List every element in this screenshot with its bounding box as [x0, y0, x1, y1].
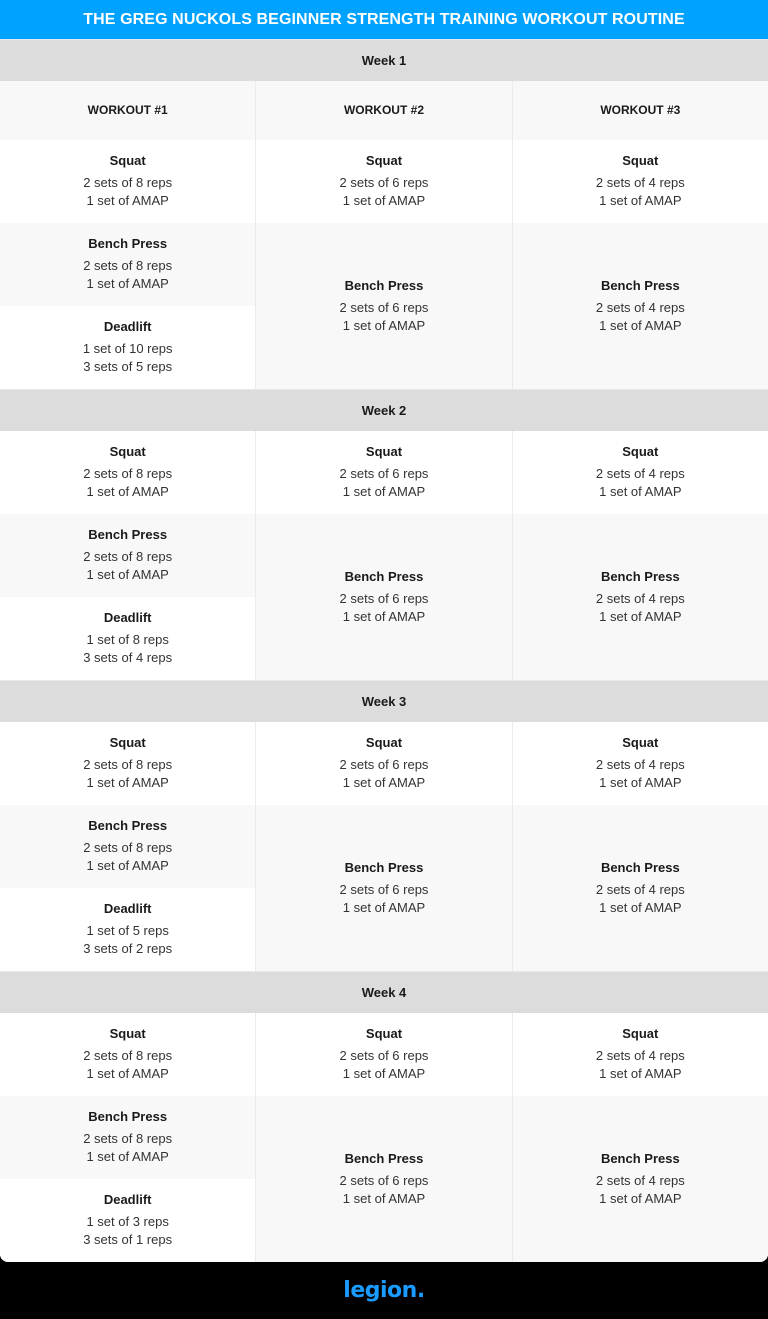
exercise-line: 1 set of AMAP	[86, 484, 169, 499]
exercise-name: Bench Press	[600, 1150, 680, 1166]
exercise-squat	[256, 722, 511, 805]
exercise-name: Squat	[622, 444, 659, 459]
exercise-line: 2 sets of 6 reps	[339, 466, 429, 481]
exercise-line: 1 set of AMAP	[86, 276, 169, 291]
week-body	[0, 1013, 768, 1262]
exercise-squat	[256, 140, 511, 223]
workout-3-column	[512, 722, 768, 971]
exercise-line: 2 sets of 8 reps	[83, 175, 173, 190]
exercise-name: Squat	[622, 153, 659, 168]
exercise-line: 1 set of 5 reps	[86, 923, 169, 938]
exercise-line: 1 set of AMAP	[342, 775, 426, 790]
exercise-line: 2 sets of 8 reps	[83, 466, 173, 481]
exercise-line: 1 set of AMAP	[86, 858, 169, 873]
exercise-line: 1 set of AMAP	[342, 484, 426, 499]
exercise-squat	[256, 1013, 511, 1096]
exercise-bench	[256, 223, 511, 389]
exercise-line: 2 sets of 4 reps	[595, 881, 685, 897]
exercise-squat	[256, 431, 511, 514]
exercise-line: 1 set of AMAP	[342, 899, 426, 915]
exercise-bench	[513, 223, 768, 389]
exercise-line: 2 sets of 8 reps	[83, 258, 173, 273]
exercise-line: 2 sets of 4 reps	[595, 757, 685, 772]
exercise-line: 2 sets of 6 reps	[339, 757, 429, 772]
exercise-deadlift	[0, 888, 255, 971]
exercise-name: Squat	[109, 735, 146, 750]
exercise-line: 2 sets of 6 reps	[339, 590, 429, 606]
exercise-line: 1 set of AMAP	[342, 1190, 426, 1206]
exercise-line: 2 sets of 8 reps	[83, 1048, 173, 1063]
week-header: Week 4	[0, 971, 768, 1013]
exercise-line: 3 sets of 2 reps	[83, 941, 173, 956]
exercise-line: 3 sets of 4 reps	[83, 650, 173, 665]
exercise-deadlift	[0, 597, 255, 680]
weeks-container	[0, 39, 768, 1262]
workout-2-column	[255, 1013, 511, 1262]
exercise-line: 1 set of AMAP	[599, 899, 682, 915]
exercise-name: Bench Press	[88, 236, 168, 251]
exercise-squat	[0, 431, 255, 514]
week-header: Week 1	[0, 39, 768, 81]
workout-1-column	[0, 431, 255, 680]
exercise-name: Bench Press	[600, 277, 680, 293]
page-title: THE GREG NUCKOLS BEGINNER STRENGTH TRAINING WORKOUT ROUTINE	[0, 0, 768, 39]
exercise-line: 1 set of AMAP	[86, 1066, 169, 1081]
exercise-name: Bench Press	[344, 277, 424, 293]
exercise-bench	[513, 1096, 768, 1262]
exercise-bench	[0, 223, 255, 306]
exercise-line: 1 set of 8 reps	[86, 632, 169, 647]
footer	[0, 1262, 768, 1319]
exercise-line: 1 set of AMAP	[599, 317, 682, 333]
week-header: Week 2	[0, 389, 768, 431]
exercise-name: Bench Press	[344, 568, 424, 584]
exercise-line: 2 sets of 4 reps	[595, 1172, 685, 1188]
exercise-squat	[0, 140, 255, 223]
exercise-line: 3 sets of 5 reps	[83, 359, 173, 374]
exercise-name: Bench Press	[600, 568, 680, 584]
exercise-line: 2 sets of 4 reps	[595, 175, 685, 190]
exercise-line: 2 sets of 8 reps	[83, 757, 173, 772]
workout-header-row	[0, 81, 768, 140]
exercise-deadlift	[0, 1179, 255, 1262]
legion-logo: legion.	[343, 1278, 425, 1303]
exercise-name: Squat	[365, 1026, 403, 1041]
exercise-name: Squat	[109, 444, 146, 459]
exercise-line: 1 set of AMAP	[86, 1149, 169, 1164]
workout-1-column	[0, 1013, 255, 1262]
exercise-bench	[256, 514, 511, 680]
exercise-line: 2 sets of 8 reps	[83, 1131, 173, 1146]
exercise-bench	[0, 805, 255, 888]
exercise-name: Bench Press	[344, 859, 424, 875]
exercise-line: 1 set of AMAP	[599, 193, 682, 208]
workout-1-column	[0, 722, 255, 971]
exercise-name: Deadlift	[103, 901, 152, 916]
exercise-line: 2 sets of 6 reps	[339, 299, 429, 315]
exercise-line: 1 set of AMAP	[599, 1190, 682, 1206]
exercise-bench	[513, 805, 768, 971]
week-body	[0, 722, 768, 971]
workout-header: WORKOUT #1	[87, 103, 168, 117]
workout-2-column	[255, 431, 511, 680]
exercise-name: Squat	[109, 153, 146, 168]
exercise-line: 1 set of AMAP	[342, 193, 426, 208]
exercise-squat	[513, 140, 768, 223]
exercise-name: Bench Press	[88, 1109, 168, 1124]
exercise-line: 2 sets of 6 reps	[339, 1048, 429, 1063]
exercise-line: 2 sets of 4 reps	[595, 590, 685, 606]
exercise-line: 1 set of AMAP	[86, 775, 169, 790]
exercise-squat	[513, 1013, 768, 1096]
exercise-line: 1 set of AMAP	[599, 608, 682, 624]
exercise-bench	[256, 1096, 511, 1262]
exercise-line: 2 sets of 8 reps	[83, 840, 173, 855]
exercise-name: Bench Press	[600, 859, 680, 875]
exercise-line: 1 set of AMAP	[342, 317, 426, 333]
exercise-line: 1 set of AMAP	[86, 193, 169, 208]
workout-3-column	[512, 1013, 768, 1262]
exercise-line: 1 set of AMAP	[86, 567, 169, 582]
exercise-name: Squat	[109, 1026, 146, 1041]
exercise-name: Deadlift	[103, 1192, 152, 1207]
exercise-bench	[256, 805, 511, 971]
workout-1-column	[0, 140, 255, 389]
exercise-name: Squat	[622, 735, 659, 750]
exercise-line: 2 sets of 6 reps	[339, 175, 429, 190]
exercise-squat	[0, 722, 255, 805]
exercise-line: 1 set of AMAP	[342, 1066, 426, 1081]
workout-3-column	[512, 431, 768, 680]
exercise-name: Squat	[622, 1026, 659, 1041]
exercise-line: 2 sets of 6 reps	[339, 881, 429, 897]
exercise-name: Deadlift	[103, 319, 152, 334]
workout-2-column	[255, 140, 511, 389]
exercise-line: 1 set of 3 reps	[86, 1214, 169, 1229]
workout-2-column	[255, 722, 511, 971]
exercise-name: Bench Press	[88, 527, 168, 542]
week-body	[0, 140, 768, 389]
workout-3-column	[512, 140, 768, 389]
exercise-line: 2 sets of 4 reps	[595, 466, 685, 481]
exercise-line: 1 set of AMAP	[342, 608, 426, 624]
exercise-bench	[0, 514, 255, 597]
exercise-squat	[513, 431, 768, 514]
workout-header: WORKOUT #3	[512, 81, 768, 140]
exercise-name: Bench Press	[88, 818, 168, 833]
exercise-line: 1 set of 10 reps	[82, 341, 173, 356]
exercise-name: Bench Press	[344, 1150, 424, 1166]
exercise-line: 1 set of AMAP	[599, 484, 682, 499]
exercise-name: Deadlift	[103, 610, 152, 625]
exercise-line: 2 sets of 8 reps	[83, 549, 173, 564]
exercise-deadlift	[0, 306, 255, 389]
exercise-name: Squat	[365, 735, 403, 750]
exercise-squat	[0, 1013, 255, 1096]
exercise-line: 1 set of AMAP	[599, 775, 682, 790]
workout-header: WORKOUT #2	[255, 81, 511, 140]
exercise-line: 2 sets of 4 reps	[595, 1048, 685, 1063]
week-header: Week 3	[0, 680, 768, 722]
exercise-line: 1 set of AMAP	[599, 1066, 682, 1081]
exercise-squat	[513, 722, 768, 805]
exercise-name: Squat	[365, 444, 403, 459]
exercise-bench	[0, 1096, 255, 1179]
exercise-line: 3 sets of 1 reps	[83, 1232, 173, 1247]
exercise-bench	[513, 514, 768, 680]
week-body	[0, 431, 768, 680]
exercise-line: 2 sets of 4 reps	[595, 299, 685, 315]
exercise-line: 2 sets of 6 reps	[339, 1172, 429, 1188]
exercise-name: Squat	[365, 153, 403, 168]
